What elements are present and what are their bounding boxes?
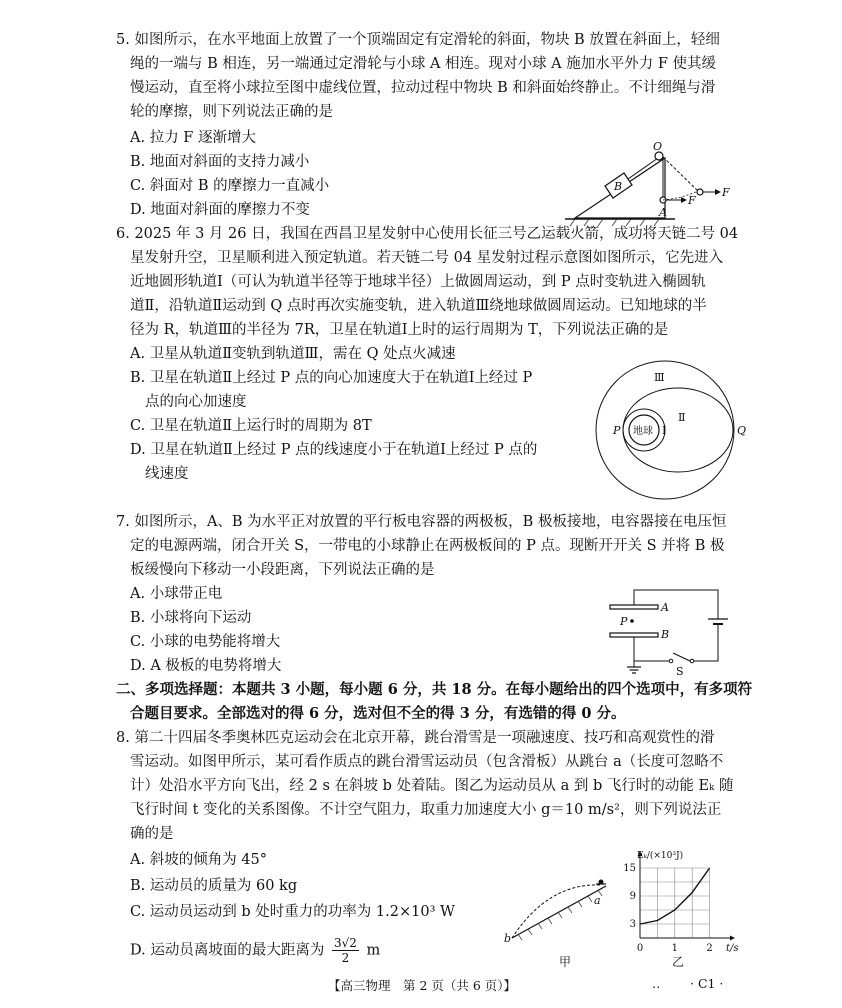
q8-line-3: 计）处沿水平方向飞出，经 2 s 在斜坡 b 处着陆。图乙为运动员从 a 到 b 飞行时的动能 Eₖ 随 (130, 778, 734, 794)
q8-line-4: 飞行时间 t 变化的关系图像。不计空气阻力，取重力加速度大小 g＝10 m/s²，则下列说法正 (130, 802, 722, 818)
q8-option-d-unit: m (366, 942, 381, 959)
label-a: A (659, 206, 667, 219)
x-tick-label: 0 (636, 943, 644, 954)
q6-option-d: D. 卫星在轨道Ⅱ上经过 P 点的线速度小于在轨道Ⅰ上经过 P 点的 (130, 442, 538, 458)
q5-option-b: B. 地面对斜面的支持力减小 (130, 154, 310, 170)
y-tick-label: 3 (629, 919, 636, 930)
label-plate-a: A (661, 601, 669, 614)
page-footer: 【高三物理 第 2 页（共 6 页）】 (328, 978, 517, 993)
q8-option-d (130, 936, 380, 965)
q8-line-1: 8. 第二十四届冬季奥林匹克运动会在北京开幕，跳台滑雪是一项融速度、技巧和高观赏性的滑 (116, 730, 715, 746)
switch-s (673, 653, 690, 661)
fig-jia-caption: 甲 (559, 955, 572, 969)
label-plate-b: B (661, 628, 670, 641)
label-b-point: b (504, 932, 512, 945)
q7-option-a: A. 小球带正电 (130, 586, 223, 602)
label-f1: F (688, 194, 696, 207)
skier (599, 880, 604, 885)
plate-a (610, 605, 658, 609)
pulley (655, 152, 663, 160)
q5-line-4: 轮的摩擦，则下列说法正确的是 (130, 104, 333, 120)
q5-line-3: 慢运动，直至将小球拉至图中虚线位置，拉动过程中物块 B 和斜面始终静止。不计细绳与滑 (130, 80, 716, 96)
q8-option-b: B. 运动员的质量为 60 kg (130, 878, 298, 894)
q5-option-a: A. 拉力 F 逐渐增大 (130, 130, 256, 146)
label-orbit-1: Ⅰ (662, 424, 667, 437)
x-tick-label: 1 (671, 943, 678, 954)
footer-code: · C1 · (690, 976, 724, 991)
fraction (332, 936, 359, 965)
footer-dots: ‥ (652, 976, 661, 991)
q6-option-b-cont: 点的向心加速度 (145, 394, 247, 410)
label-orbit-3: Ⅲ (654, 371, 665, 384)
q6-line-3: 近地圆形轨道Ⅰ（可认为轨道半径等于地球半径）上做圆周运动，到 P 点时变轨进入椭圆轨 (130, 274, 706, 290)
q8-chart-yi (612, 848, 742, 956)
q6-option-a: A. 卫星从轨道Ⅱ变轨到轨道Ⅲ，需在 Q 处点火减速 (130, 346, 456, 362)
q7-line-2: 定的电源两端，闭合开关 S，一带电的小球静止在两极板间的 P 点。现断开开关 S 并将 B 极 (130, 538, 725, 554)
q8-option-c: C. 运动员运动到 b 处时重力的功率为 1.2×10³ W (130, 904, 455, 920)
q8-option-d-prefix: D. 运动员离坡面的最大距离为 (130, 942, 325, 959)
label-orbit-2: Ⅱ (678, 411, 686, 424)
q5-incline-figure (565, 140, 735, 235)
q6-orbit-figure (580, 355, 752, 505)
section2-line-2: 合题目要求。全部选对的得 6 分，选对但不全的得 3 分，有选错的得 0 分。 (130, 705, 626, 722)
q7-option-b: B. 小球将向下运动 (130, 610, 252, 626)
y-tick-label: 15 (623, 863, 636, 874)
q8-option-a: A. 斜坡的倾角为 45° (130, 852, 267, 868)
x-tick-label: 2 (706, 943, 713, 954)
slope-hatch (518, 890, 602, 940)
label-b: B (614, 180, 623, 193)
q5-line-1: 5. 如图所示，在水平地面上放置了一个顶端固定有定滑轮的斜面，物块 B 放置在斜面上，轻细 (116, 32, 720, 48)
label-earth: 地球 (633, 426, 653, 437)
q5-option-d: D. 地面对斜面的摩擦力不变 (130, 202, 310, 218)
label-q: Q (737, 424, 747, 437)
q7-option-d: D. A 极板的电势将增大 (130, 658, 282, 674)
q6-line-4: 道Ⅱ，沿轨道Ⅱ运动到 Q 点时再次实施变轨，进入轨道Ⅲ绕地球做圆周运动。已知地球的半 (130, 298, 707, 314)
y-axis-label: Eₖ/(×10³J) (637, 851, 684, 861)
q8-line-5: 确的是 (130, 826, 174, 842)
x-axis-arrow (730, 936, 735, 941)
q6-option-c: C. 卫星在轨道Ⅱ上运行时的周期为 8T (130, 418, 372, 434)
section2-line-1: 二、多项选择题：本题共 3 小题，每小题 6 分，共 18 分。在每小题给出的四个选项中，有多项符 (116, 681, 753, 698)
q8-line-2: 雪运动。如图甲所示，某可看作质点的跳台滑雪运动员（包含滑板）从跳台 a（长度可忽略不 (130, 754, 724, 770)
q7-line-1: 7. 如图所示，A、B 为水平正对放置的平行板电容器的两极板，B 极板接地，电容器接在电压恒 (116, 514, 727, 530)
fraction-denominator: 2 (341, 951, 350, 965)
block-b (605, 173, 632, 198)
q5-option-c: C. 斜面对 B 的摩擦力一直减小 (130, 178, 330, 194)
fraction-numerator: 3√2 (333, 936, 357, 950)
label-switch-s: S (676, 665, 684, 678)
ball-a-dashed (697, 189, 703, 195)
y-tick-label: 9 (629, 891, 636, 902)
label-p: P (613, 424, 621, 437)
q6-line-2: 星发射升空，卫星顺利进入预定轨道。若天链二号 04 星发射过程示意图如图所示，它先进入 (130, 250, 724, 266)
label-point-p: P (620, 615, 628, 628)
q8-figure-jia (498, 868, 618, 953)
q7-line-3: 板缓慢向下移动一小段距离，下列说法正确的是 (130, 562, 435, 578)
x-axis-label: t/s (726, 943, 739, 954)
label-o: O (653, 140, 663, 153)
plate-b (610, 633, 658, 637)
q6-option-d-cont: 线速度 (145, 466, 189, 482)
fig-yi-caption: 乙 (672, 955, 685, 969)
q7-option-c: C. 小球的电势能将增大 (130, 634, 281, 650)
q7-capacitor-figure (598, 583, 738, 683)
q6-option-b: B. 卫星在轨道Ⅱ上经过 P 点的向心加速度大于在轨道Ⅰ上经过 P (130, 370, 533, 386)
label-f2: F (722, 186, 730, 199)
label-a-point: a (594, 894, 601, 907)
q5-line-2: 绳的一端与 B 相连，另一端通过定滑轮与小球 A 相连。现对小球 A 施加水平外力 F 使其缓 (130, 56, 717, 72)
q6-line-5: 径为 R，轨道Ⅲ的半径为 7R，卫星在轨道Ⅰ上时的运行周期为 T，下列说法正确的是 (130, 322, 669, 338)
q6-line-1: 6. 2025 年 3 月 26 日，我国在西昌卫星发射中心使用长征三号乙运载火箭，成功将天链二号 04 (116, 226, 739, 242)
